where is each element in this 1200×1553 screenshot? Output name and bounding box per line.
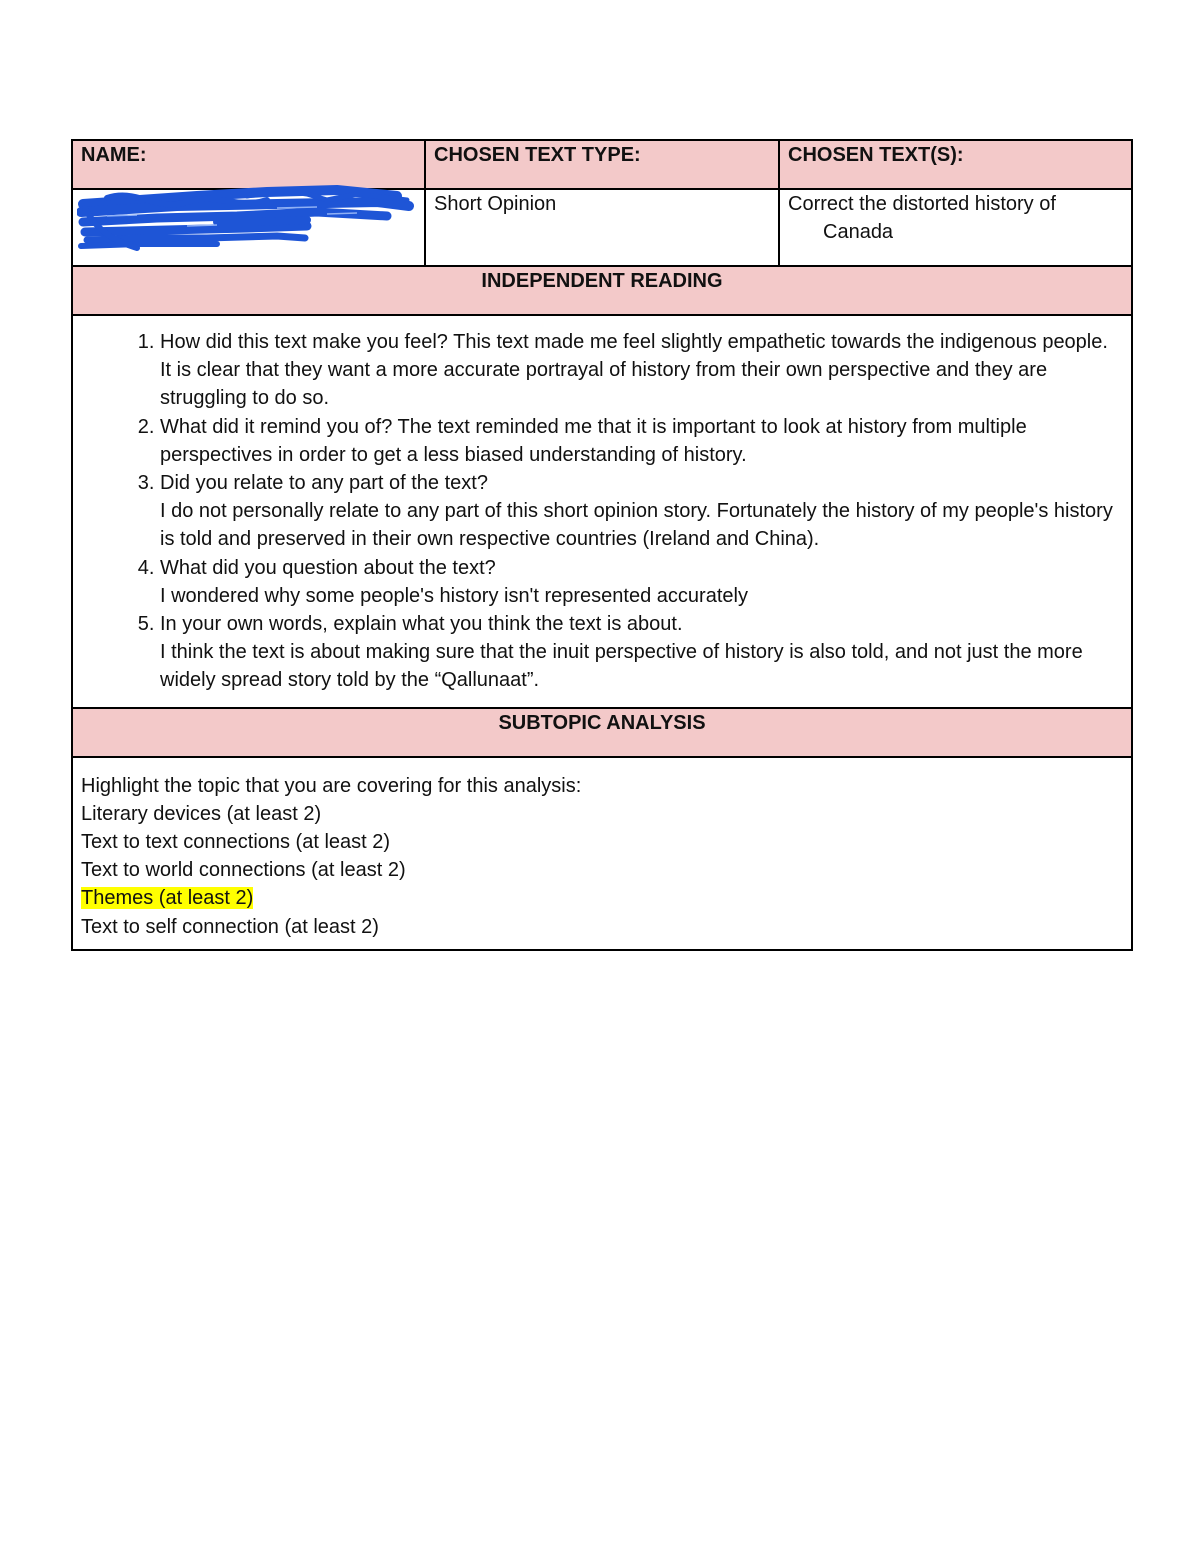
worksheet-table [71,139,1133,951]
answer-text: This text made me feel slightly empathetic towards the indigenous people. It is clear that they want a more accurate portrayal of history from their own perspective and they are struggling to do so. [160,331,1108,410]
topic-line [81,856,1123,884]
independent-reading-title: INDEPENDENT READING [72,266,1132,315]
topic-line [81,800,1123,828]
question-item [160,413,1123,469]
texts-value-line1: Correct the distorted history of [788,193,1056,215]
text-type-value: Short Opinion [425,189,779,266]
question-item [160,328,1123,413]
question-text: In your own words, explain what you think the text is about. [160,613,683,636]
texts-label: CHOSEN TEXT(S): [779,140,1132,189]
question-text: What did you question about the text? [160,556,496,579]
subtopic-analysis-body [72,757,1132,950]
topic-item: Text to text connections (at least 2) [81,831,391,854]
text-type-label: CHOSEN TEXT TYPE: [425,140,779,189]
topic-line [81,828,1123,856]
topic-item-highlighted: Themes (at least 2) [81,887,254,910]
question-text: What did it remind you of? [160,415,393,438]
independent-reading-body [72,315,1132,708]
answer-text: I do not personally relate to any part of this short opinion story. Fortunately the history of my people's history is told and preserved in their own respective countries (Ireland and China). [160,500,1113,551]
question-text: Did you relate to any part of the text? [160,472,488,495]
independent-reading-header-row [72,266,1132,315]
texts-value-line2: Canada [823,221,894,244]
topic-line [81,913,1123,941]
name-cell [72,189,425,266]
name-redaction-scribble [77,182,416,252]
question-list [81,328,1123,695]
question-item [160,610,1123,695]
answer-text: The text reminded me that it is important to look at history from multiple perspectives in order to get a less biased understanding of history. [160,415,1027,466]
question-text: How did this text make you feel? [160,331,448,353]
subtopic-intro: Highlight the topic that you are covering for this analysis: [81,774,582,797]
independent-reading-body-row [72,315,1132,708]
topic-item: Text to self connection (at least 2) [81,915,379,938]
texts-value-cell [779,189,1132,266]
topic-item: Literary devices (at least 2) [81,802,322,825]
answer-text: I wondered why some people's history isn't represented accurately [160,584,748,607]
info-row [72,189,1132,266]
name-label: NAME: [72,140,425,189]
subtopic-analysis-title: SUBTOPIC ANALYSIS [72,708,1132,757]
topic-item: Text to world connections (at least 2) [81,859,406,882]
question-item [160,469,1123,554]
answer-text: I think the text is about making sure that the inuit perspective of history is also told, and not just the more widely spread story told by the “Qallunaat”. [160,641,1083,692]
subtopic-analysis-header-row [72,708,1132,757]
topic-line [81,884,1123,912]
subtopic-analysis-body-row [72,757,1132,950]
question-item [160,554,1123,610]
